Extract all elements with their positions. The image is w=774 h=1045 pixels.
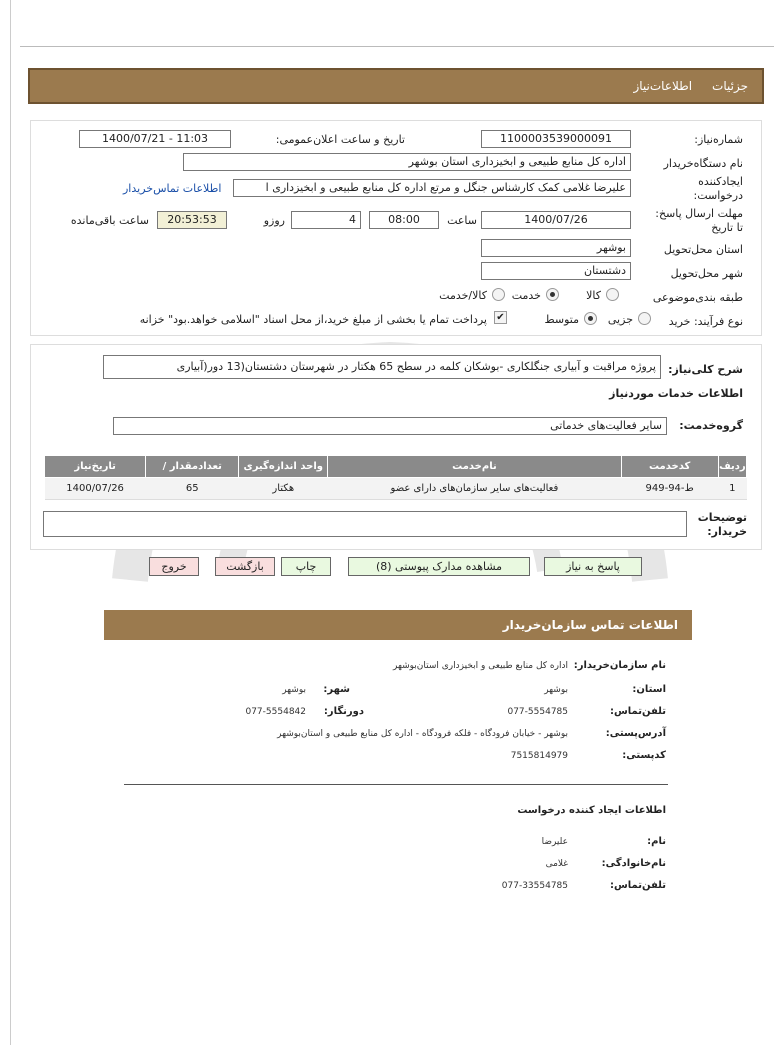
creator-name-value: علیرضا [541,837,568,847]
contact-title: اطلاعات تماس سازمان‌خریدار [502,618,678,632]
deadline-date-field: 1400/07/26 [481,211,631,229]
notes-field [43,511,687,537]
contact-address-value: بوشهر - خیابان فرودگاه - فلکه فرودگاه - اداره کل منابع طبیعی و استان‌بوشهر [277,729,568,739]
need-info-panel [30,120,762,336]
creator-phone-value: 077-33554785 [501,881,568,891]
col-qty: تعدادمقدار / [146,456,239,478]
need-number-label: شماره‌نیاز: [694,133,743,146]
table-row [45,478,747,500]
creator-label: ایجادکننده درخواست: [693,175,743,202]
province-label: استان محل‌تحویل [663,243,743,256]
contact-org-value: اداره کل منابع طبیعی و ابخیزداری استان‌بوشهر [392,661,568,671]
contact-address-label: آدرس‌پستی: [605,728,666,739]
radio-goods-service-label: کالا/خدمت [439,289,487,302]
reply-button[interactable]: پاسخ به نیاز [544,557,642,576]
group-field: سایر فعالیت‌های خدماتی [113,417,667,435]
services-title: اطلاعات خدمات موردنیاز [609,387,743,400]
cell-date: 1400/07/26 [45,478,146,500]
creator-field: علیرضا غلامی کمک کارشناس جنگل و مرتع اداره کل منابع طبیعی و ابخیزداری ا [233,179,631,197]
announce-field: 1400/07/21 - 11:03 [79,130,231,148]
remaining-time-display: 20:53:53 [157,211,227,229]
creator-phone-label: تلفن‌تماس: [609,880,666,891]
desc-field: پروژه مراقبت و آبیاری جنگلکاری -بوشکان کلمه در سطح 65 هکتار در شهرستان دشتستان(13 دور(آبیاری [103,355,661,379]
radio-goods-label: کالا [586,289,601,302]
col-unit: واحد اندازه‌گیری [239,456,328,478]
buyer-org-field: اداره کل منابع طبیعی و ابخیزداری استان بوشهر [183,153,631,171]
tab-details[interactable]: جزئیات [712,79,748,93]
radio-medium-label: متوسط [544,313,579,326]
deadline-label: مهلت ارسال پاسخ: تا تاریخ [655,207,743,234]
radio-minor[interactable] [638,312,651,325]
cell-row: 1 [718,478,746,500]
exit-button[interactable]: خروج [149,557,199,576]
group-label: گروه‌خدمت: [679,419,743,432]
contact-org-label: نام سازمان‌خریدار: [573,660,666,671]
radio-medium[interactable] [584,312,597,325]
creator-name-label: نام: [647,836,666,847]
contact-postal-label: کدپستی: [622,750,666,761]
announce-label: تاریخ و ساعت اعلان‌عمومی: [275,133,405,146]
page-left-border [10,0,11,1045]
print-button[interactable]: چاپ [281,557,331,576]
radio-goods[interactable] [606,288,619,301]
contact-postal-value: 7515814979 [510,751,568,761]
back-button[interactable]: بازگشت [215,557,275,576]
contact-fax-value: 077-5554842 [245,707,306,717]
cell-code: ط-94-949 [621,478,718,500]
tab-need-info[interactable]: اطلاعات‌نیاز [633,79,693,93]
city-label: شهر محل‌تحویل [670,267,743,280]
city-field: دشتستان [481,262,631,280]
cell-name: فعالیت‌های سایر سازمان‌های دارای عضو [328,478,621,500]
payment-note: پرداخت تمام یا بخشی از مبلغ خرید،از محل اسناد "اسلامی خواهد.بود" خزانه [139,313,487,326]
services-table [44,455,747,500]
contact-phone-label: تلفن‌تماس: [609,706,666,717]
creator-info-title: اطلاعات ایجاد کننده درخواست [517,805,666,816]
top-divider [20,46,774,47]
process-label: نوع فرآیند: خرید [668,315,743,328]
desc-label: شرح کلی‌نیاز: [668,363,743,376]
attachments-button[interactable]: مشاهده مدارک پیوستی (8) [348,557,530,576]
contact-fax-label: دورنگار: [323,706,364,717]
days-field: 4 [291,211,361,229]
contact-section-bar [104,610,692,640]
remaining-label: ساعت باقی‌مانده [70,214,149,227]
radio-service-label: خدمت [511,289,541,302]
header-bar [28,68,764,104]
radio-goods-service[interactable] [492,288,505,301]
days-label: روزو [263,214,285,227]
contact-city-label: شهر: [323,684,350,695]
buyer-org-label: نام دستگاه‌خریدار [663,157,743,170]
col-name: نام‌خدمت [328,456,621,478]
col-row: ردیف [718,456,746,478]
notes-label: توضیحات خریدار: [697,511,747,538]
col-code: کدخدمت [621,456,718,478]
cell-qty: 65 [146,478,239,500]
contact-province-label: استان: [632,684,666,695]
creator-family-label: نام‌خانوادگی: [601,858,666,869]
creator-family-value: غلامی [545,859,568,869]
contact-city-value: بوشهر [282,685,306,695]
province-field: بوشهر [481,239,631,257]
contact-phone-value: 077-5554785 [507,707,568,717]
buyer-contact-link[interactable]: اطلاعات تماس‌خریدار [123,182,222,195]
payment-checkbox[interactable]: ✔ [494,311,507,324]
deadline-time-field: 08:00 [369,211,439,229]
category-label: طبقه بندی‌موضوعی [652,291,743,304]
contact-province-value: بوشهر [544,685,568,695]
need-number-field: 1100003539000091 [481,130,631,148]
section-divider [124,784,668,785]
summary-panel [30,344,762,550]
radio-service[interactable] [546,288,559,301]
radio-minor-label: جزیی [607,313,633,326]
table-header-row [45,456,747,478]
time-label: ساعت [447,214,477,227]
cell-unit: هکتار [239,478,328,500]
col-date: تاریخ‌نیاز [45,456,146,478]
